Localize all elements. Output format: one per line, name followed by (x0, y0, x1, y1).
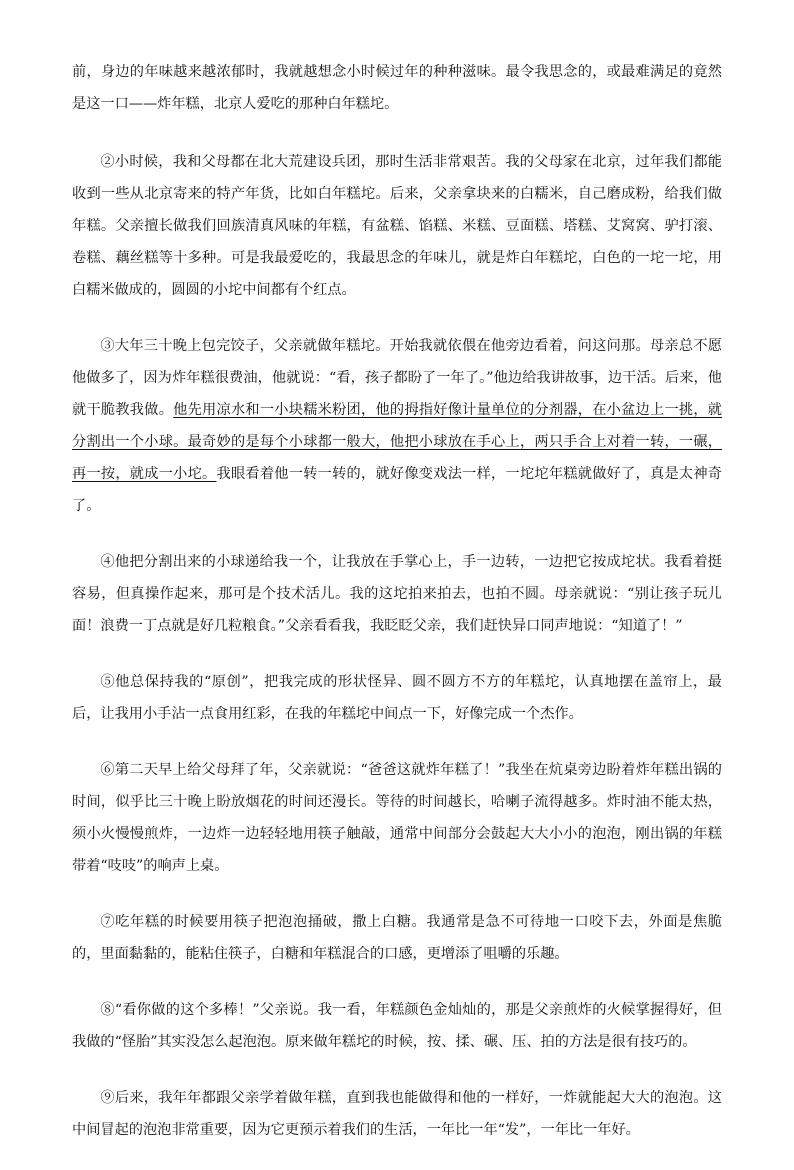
paragraph-text: ⑦吃年糕的时候要用筷子把泡泡捅破，撒上白糖。我通常是急不可待地一口咬下去，外面是焦脆的，里面黏黏的，能粘住筷子，白糖和年糕混合的口感，更增添了咀嚼的乐趣。 (72, 914, 722, 962)
paragraph-text: ⑨后来，我年年都跟父亲学着做年糕，直到我也能做得和他的一样好，一炸就能起大大的泡泡。这中间冒起的泡泡非常重要，因为它更预示着我们的生活，一年比一年“发”，一年比一年好。 (72, 1090, 722, 1138)
paragraph-text: ⑥第二天早上给父母拜了年，父亲就说：“爸爸这就炸年糕了！”我坐在炕桌旁边盼着炸年糕出锅的时间，似乎比三十晚上盼放烟花的时间还漫长。等待的时间越长，哈喇子流得越多。炸时油不能太热，须小火慢慢煎炸，一边炸一边轻轻地用筷子触敲，通常中间部分会鼓起大大小小的泡泡，刚出锅的年糕带着“吱吱”的响声上桌。 (72, 762, 722, 874)
paragraph-8 (72, 994, 722, 1058)
paragraph-text: 前，身边的年味越来越浓郁时，我就越想念小时候过年的种种滋味。最令我思念的，或最难满足的竟然是这一口——炸年糕，北京人爱吃的那种白年糕坨。 (72, 64, 722, 112)
paragraph-text: ⑤他总保持我的“原创”，把我完成的形状怪异、圆不圆方不方的年糕坨，认真地摆在盖帘上，最后，让我用小手沾一点食用红彩，在我的年糕坨中间点一下，好像完成一个杰作。 (72, 674, 722, 722)
paragraph-2 (72, 146, 722, 306)
paragraph-9 (72, 1082, 722, 1146)
paragraph-text: ④他把分割出来的小球递给我一个，让我放在手掌心上，手一边转，一边把它按成坨状。我看着挺容易，但真操作起来，那可是个技术活儿。我的这坨拍来拍去，也拍不圆。母亲就说：“别让孩子玩儿面！浪费一丁点就是好几粒粮食。”父亲看看我，我眨眨父亲，我们赶快异口同声地说：“知道了！” (72, 554, 722, 634)
paragraph-5 (72, 666, 722, 730)
paragraph-text: ②小时候，我和父母都在北大荒建设兵团，那时生活非常艰苦。我的父母家在北京，过年我们都能收到一些从北京寄来的特产年货，比如白年糕坨。后来，父亲拿块来的白糯米，自己磨成粉，给我们做年糕。父亲擅长做我们回族清真风味的年糕，有盆糕、馅糕、米糕、豆面糕、塔糕、艾窝窝、驴打滚、卷糕、藕丝糕等十多种。可是我最爱吃的，我最思念的年味儿，就是炸白年糕坨，白色的一坨一坨，用白糯米做成的，圆圆的小坨中间都有个红点。 (72, 154, 722, 298)
paragraph-3 (72, 330, 722, 522)
underlined-passage: 他先用凉水和一小块糯米粉团，他的拇指好像计量单位的分剂器，在小盆边上一挑，就分割出一个小球。最奇妙的是每个小球都一般大，他把小球放在手心上，两只手合上对着一转，一碾，再一按，就成一小坨。 (72, 402, 722, 482)
paragraph-6 (72, 754, 722, 882)
document-page (72, 56, 722, 1170)
paragraph-text: ⑧“看你做的这个多棒！”父亲说。我一看，年糕颜色金灿灿的，那是父亲煎炸的火候掌握得好，但我做的“怪胎”其实没怎么起泡泡。原来做年糕坨的时候，按、揉、碾、压、拍的方法是很有技巧的。 (72, 1002, 722, 1050)
paragraph-7 (72, 906, 722, 970)
paragraph-text: 我眼看着他一转一转的，就好像变戏法一样，一坨坨年糕就做好了，真是太神奇了。 (72, 466, 722, 514)
paragraph-text: ③大年三十晚上包完饺子，父亲就做年糕坨。开始我就依偎在他旁边看着，问这问那。母亲总不愿他做多了，因为炸年糕很费油，他就说：“看，孩子都盼了一年了。”他边给我讲故事，边干活。后来，他就干脆教我做。 (72, 338, 722, 418)
paragraph-1 (72, 56, 722, 120)
paragraph-4 (72, 546, 722, 642)
